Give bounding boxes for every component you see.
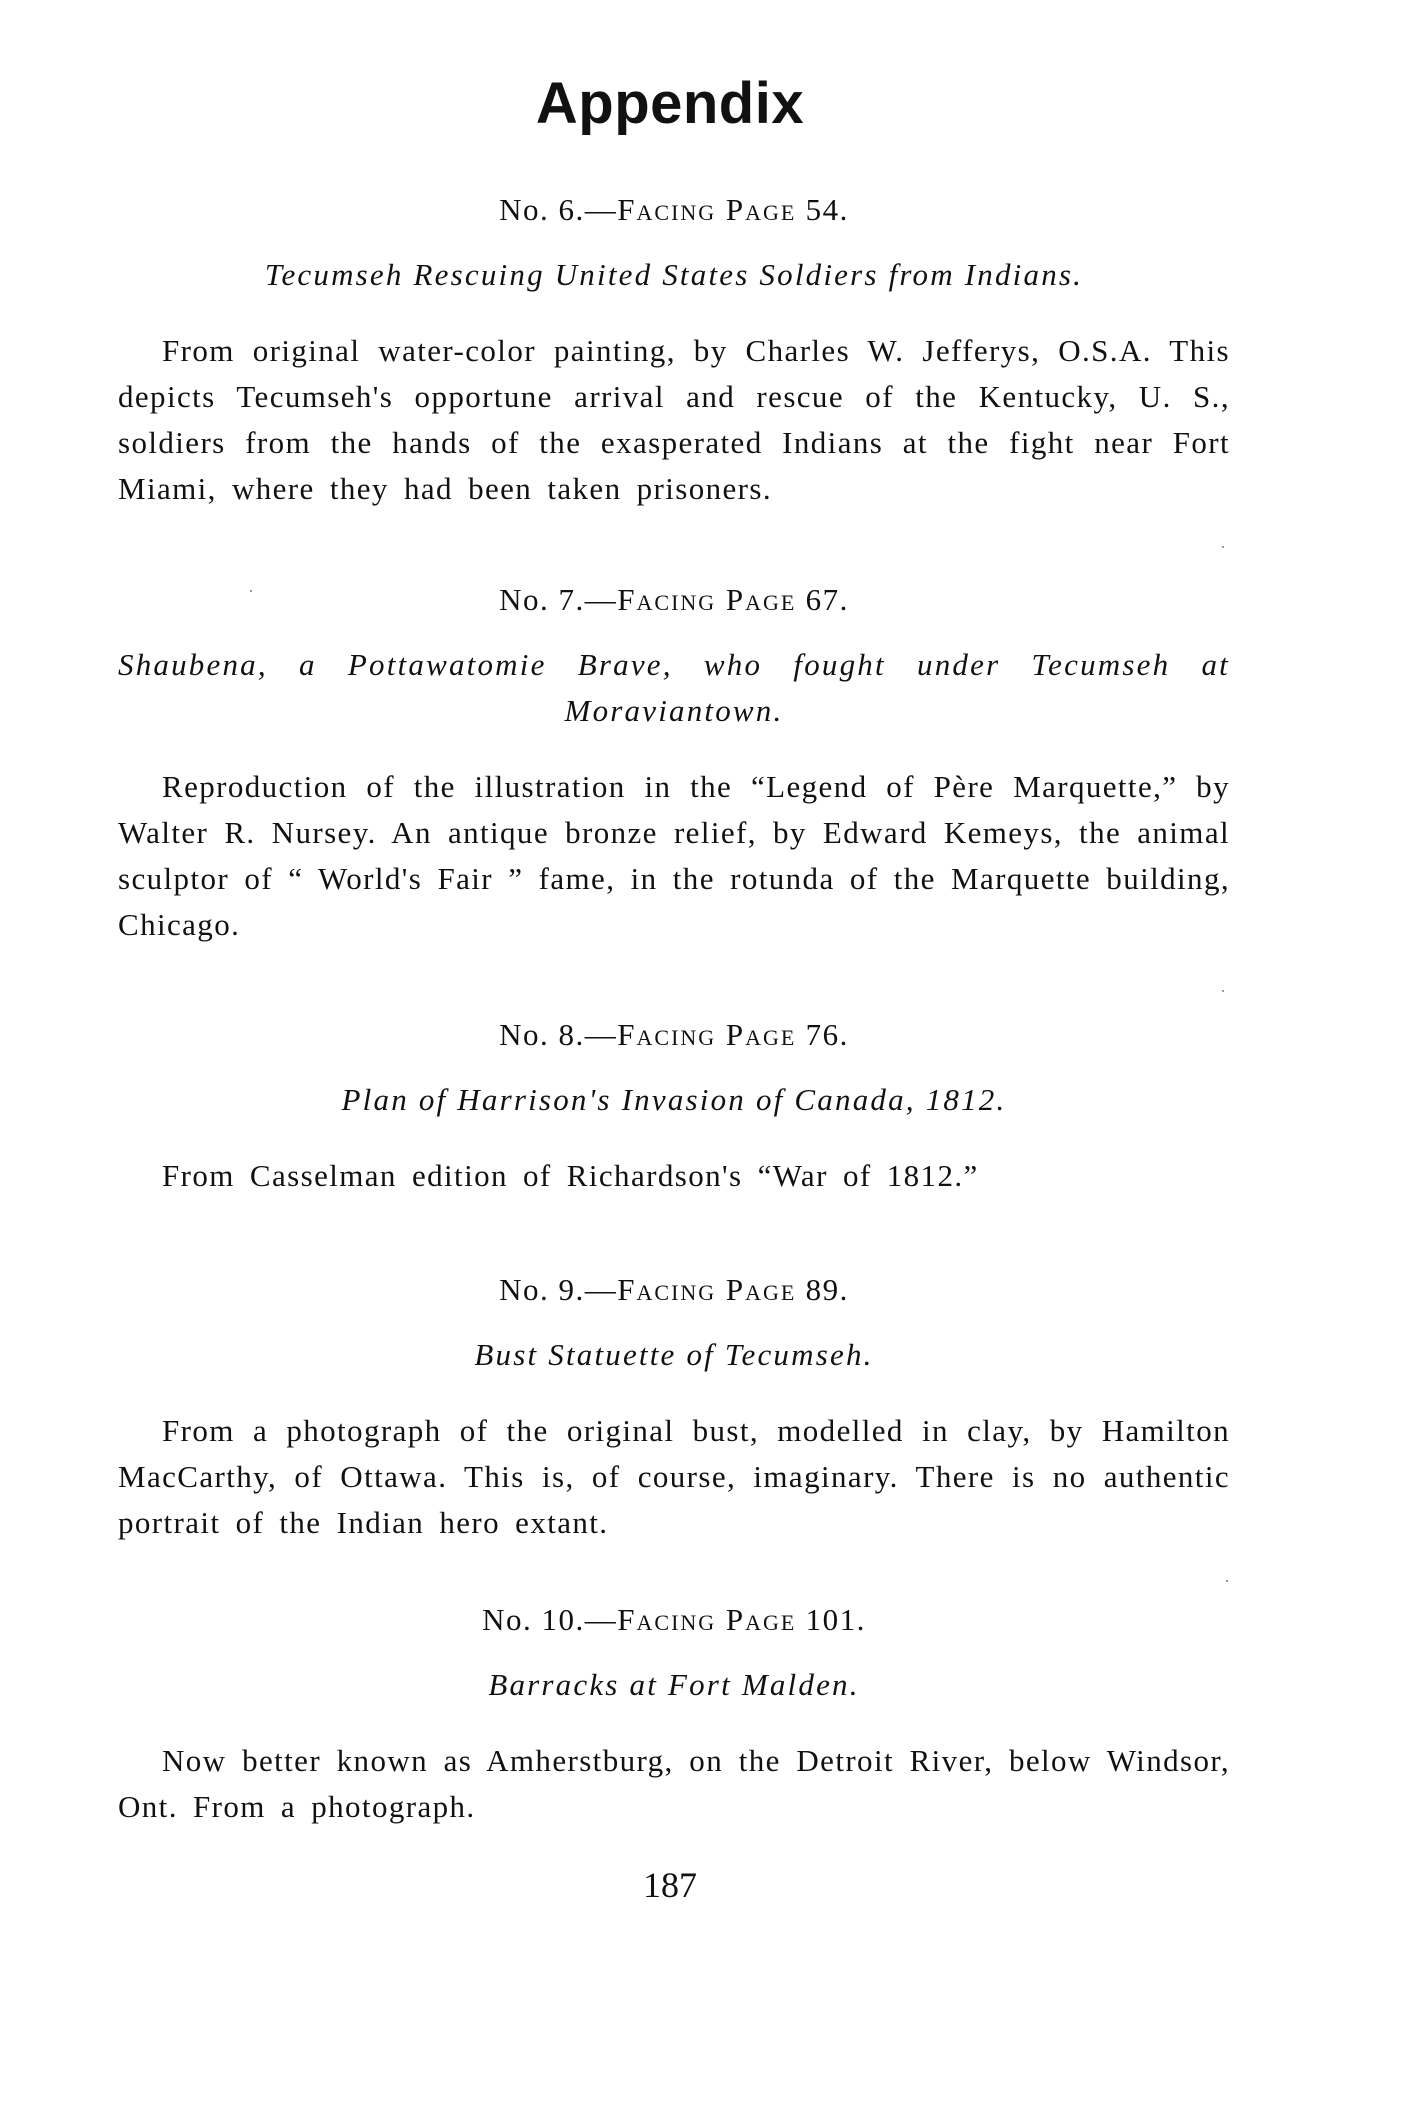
facing-label: Facing Page — [617, 1602, 797, 1637]
entry-title: Plan of Harrison's Invasion of Canada, 1812. — [341, 1082, 1007, 1117]
facing-label: Facing Page — [617, 192, 797, 227]
page-heading: Appendix — [535, 71, 805, 136]
entry-description: Reproduction of the illustration in the “Legend of Père Marquette,” by Walter R. Nursey. An antique bronze relief, by Edward Kemeys, the animal sculptor of “ World's Fair ” fame, in the rotunda of the Marquette building, Chicago. — [118, 769, 1230, 942]
appendix-entry-9 — [118, 1270, 1230, 1546]
entry-title: Shaubena, a Pottawatomie Brave, who fought under Tecumseh at Moraviantown. — [118, 647, 1230, 728]
entry-description: From Casselman edition of Richardson's “War of 1812.” — [162, 1158, 979, 1193]
facing-page-number: 67. — [805, 582, 849, 617]
scan-speck — [1226, 1580, 1228, 1582]
facing-label: Facing Page — [617, 1272, 797, 1307]
facing-page-number: 76. — [805, 1017, 849, 1052]
entry-heading: No. 7.—Facing Page 67. — [499, 582, 849, 617]
facing-label: Facing Page — [617, 582, 797, 617]
appendix-entry-7 — [118, 580, 1230, 948]
entry-description: From original water-color painting, by Charles W. Jefferys, O.S.A. This depicts Tecumseh's opportune arrival and rescue of the Kentucky, U. S., soldiers from the hands of the exasperated Indians at the fight near Fort Miami, where they had been taken prisoners. — [118, 333, 1230, 506]
entry-description: From a photograph of the original bust, modelled in clay, by Hamilton MacCarthy, of Ottawa. This is, of course, imaginary. There is no authentic portrait of the Indian hero extant. — [118, 1413, 1230, 1540]
appendix-entry-6 — [118, 190, 1230, 512]
entry-number: No. 6. — [499, 192, 585, 227]
entry-title: Tecumseh Rescuing United States Soldiers from Indians. — [264, 257, 1084, 292]
entry-heading: No. 9.—Facing Page 89. — [499, 1272, 849, 1307]
entry-heading: No. 6.—Facing Page 54. — [499, 192, 849, 227]
page-number: 187 — [643, 1865, 697, 1905]
entry-number: No. 8. — [499, 1017, 585, 1052]
facing-label: Facing Page — [617, 1017, 797, 1052]
scan-speck — [250, 590, 252, 592]
entry-number: No. 10. — [482, 1602, 585, 1637]
entry-description: Now better known as Amherstburg, on the Detroit River, below Windsor, Ont. From a photograph. — [118, 1743, 1230, 1824]
scan-speck — [1222, 546, 1224, 548]
facing-page-number: 101. — [805, 1602, 866, 1637]
entry-number: No. 7. — [499, 582, 585, 617]
appendix-entry-10 — [118, 1600, 1230, 1830]
entry-heading: No. 10.—Facing Page 101. — [482, 1602, 866, 1637]
entry-number: No. 9. — [499, 1272, 585, 1307]
facing-page-number: 89. — [805, 1272, 849, 1307]
entry-title: Barracks at Fort Malden. — [488, 1667, 860, 1702]
scan-speck — [1222, 990, 1224, 992]
appendix-entry-8 — [118, 1015, 1230, 1199]
entry-heading: No. 8.—Facing Page 76. — [499, 1017, 849, 1052]
facing-page-number: 54. — [805, 192, 849, 227]
entry-title: Bust Statuette of Tecumseh. — [474, 1337, 874, 1372]
